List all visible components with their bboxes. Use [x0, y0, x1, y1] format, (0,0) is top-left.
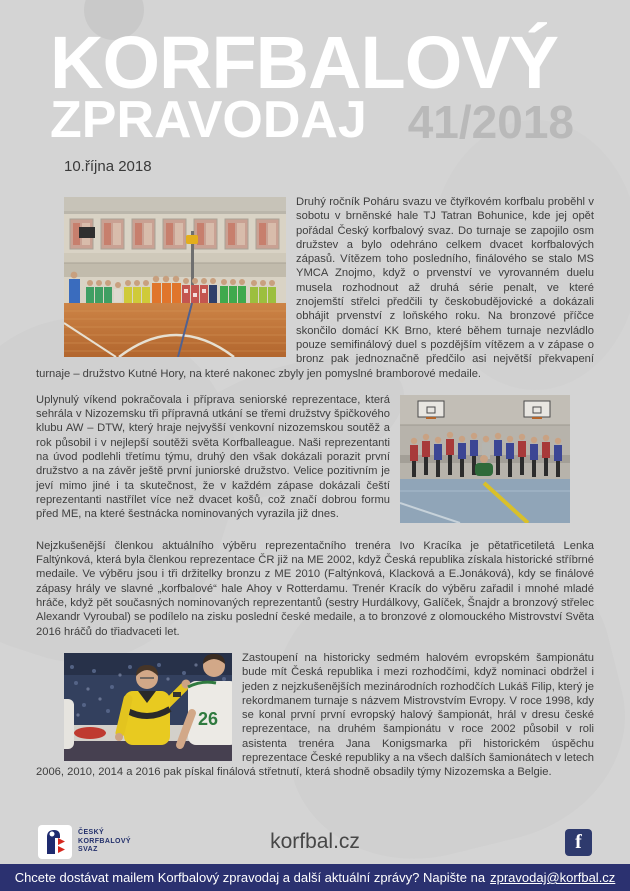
national-team-photo — [400, 395, 570, 523]
article-tournament — [36, 195, 594, 381]
article-national-team — [36, 393, 594, 527]
article-paragraph: Druhý ročník Poháru svazu ve čtyřkovém korfbalu proběhl v sobotu v brněnské hale TJ Tatran Bohunice, kde jej opět pořádal Český korfbalový svaz. Do turnaje se zapojilo osm družstev a bylo odehráno celkem dvacet korfbalových zápasů. Vítězem toho posledního, finálového se stalo MS YMCA Znojmo, když o prvenství ve vyrovanném duelu musela rozhodnout až druhá série penalt, ve které znojemští střelci předčili ty českobudějovické a dokázali obhájit prvenství z loňského roku. Na bronzové příčce skončilo domácí KK Brno, které během turnaje nezvládlo pouze semifinálový duel s pozdějším vítězem a v zápase o bronz pak jednoznačně předčilo asi největší překvapení turnaje – družstvo Kutné Hory, na které nakonec zbyly jen pomyslné bramborové medaile. — [36, 196, 594, 380]
article-lenka-faltynkova — [36, 539, 594, 639]
footer — [0, 820, 630, 864]
newsletter-title-line2: ZPRAVODAJ — [50, 91, 367, 149]
newsletter-body — [0, 175, 630, 780]
logo-text-line3: SVAZ — [78, 846, 98, 854]
subscribe-bar — [0, 864, 630, 891]
jersey-number: 26 — [198, 708, 219, 729]
issue-number: 41/2018 — [407, 96, 574, 148]
tournament-teams-photo — [64, 197, 286, 357]
article-paragraph: Uplynulý víkend pokračovala i příprava seniorské reprezentace, která sehrála v Nizozemsku tři přípravná utkání se třemi družstvy špičkového klubu AW – DTW, který hraje nejvyšší venkovní nizozemskou soutěž a rok působil i v nejlepší soutěži světa Korfballeague. Naši reprezentanti na úvod podlehli třetímu týmu, druhý den však dokázali porazit první družstvo a na závěr ještě první juniorské družstvo. Velice pozitivním je jeví mimo jiné i ta skutečnost, že v každém zápase dokázali čeští reprezentanti nastřílet více než dvacet košů, což značí dobrou formu před ME, na které šestnácka nominovaných vyrazila již dnes. — [36, 393, 390, 521]
subscribe-prompt: Chcete dostávat mailem Korfbalový zpravodaj a další aktuální zprávy? Napište na — [14, 870, 486, 885]
article-paragraph: Zastoupení na historicky sedmém halovém evropském šampionátu bude mít Česká republika i mezi rozhodčími, když nominaci obdržel i jeden z nejzkušenějších mezinárodních rozhodčích Lukáš Filip, který je rekordmanem turnaje s názvem Mistrovstvím Evropy. V roce 1998, kdy se konal první první evropský halový šampionát, hrál v dresu české reprezentace, na druhém šampionátu v roce 2002 působil v roli asistenta trenéra Jana Konigsmarka při historickém úspěchu reprezentace České republiky a na všech dalších šamionátech v letech 2006, 2010, 2014 a 2016 pak pískal finálová střetnutí, která shodně obsadily týmy Nizozemska a Belgie. — [36, 651, 594, 779]
logo-text-line2: KORFBALOVÝ — [78, 837, 131, 845]
article-referee — [36, 651, 594, 780]
facebook-letter: f — [575, 830, 582, 853]
facebook-icon[interactable] — [565, 829, 592, 856]
issue-date: 10.října 2018 — [64, 158, 152, 175]
email-link[interactable]: zpravodaj@korfbal.cz — [490, 870, 616, 885]
article-paragraph: Nejzkušenější členkou aktuálního výběru reprezentačního trenéra Ivo Kracíka je pětatřicetiletá Lenka Faltýnková, která byla členkou reprezentace ČR již na ME 2002, když Česká republika získala historické stříbrné medaile. Ve výběru jsou i tři držitelky bronzu z ME 2010 (Faltýnková, Klacková a E.Jonáková), kdy se finálové zápasy hrály ve slavné „korfbalové“ hale Ahoy v Rotterdamu. Trenér Kracík do výběru zařadil i mnohé mladé hráče, když pět současných nominovaných reprezentantů (sestry Hurdálkovy, Galíček, Šnajdr a bronzový střelec Alexandr Vyroubal) se podílelo na zisku poslední české medaile, a to bronzové z olomouckého Mistrovství Světa 2016 hráčů do třiadvaceti let. — [36, 539, 594, 638]
newsletter-title-line1: KORFBALOVÝ — [50, 21, 558, 104]
referee-photo — [64, 653, 232, 761]
logo-text-line1: ČESKÝ — [78, 829, 105, 837]
newsletter-header — [0, 0, 630, 175]
website-link[interactable]: korfbal.cz — [270, 830, 360, 853]
